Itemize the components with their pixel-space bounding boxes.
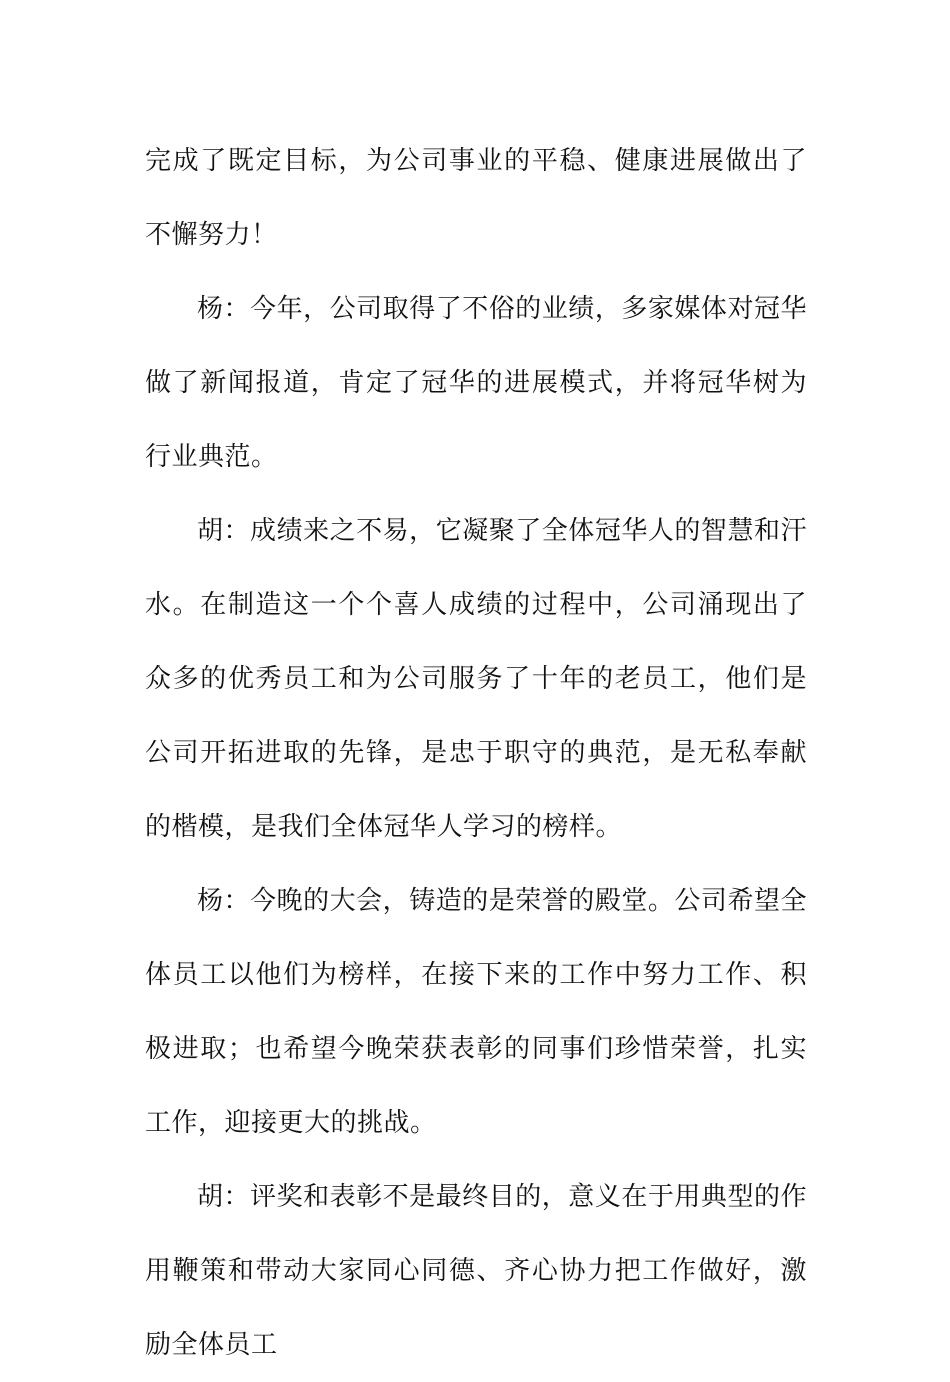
paragraph-yang-honor: 杨：今晚的大会，铸造的是荣誉的殿堂。公司希望全体员工以他们为榜样，在接下来的工作中努力工作、积极进取；也希望今晚荣获表彰的同事们珍惜荣誉，扎实工作，迎接更大的挑战。: [145, 886, 807, 1138]
paragraph-continuation: 完成了既定目标，为公司事业的平稳、健康进展做出了不懈努力！: [145, 146, 807, 250]
document-body: [145, 124, 807, 1382]
paragraph-hu-awards: 胡：评奖和表彰不是最终目的，意义在于用典型的作用鞭策和带动大家同心同德、齐心协力把工作做好，激励全体员工: [145, 1182, 807, 1360]
paragraph-yang-achievements: 杨：今年，公司取得了不俗的业绩，多家媒体对冠华做了新闻报道，肯定了冠华的进展模式，并将冠华树为行业典范。: [145, 294, 807, 472]
paragraph-hu-achievements: 胡：成绩来之不易，它凝聚了全体冠华人的智慧和汗水。在制造这一个个喜人成绩的过程中，公司涌现出了众多的优秀员工和为公司服务了十年的老员工，他们是公司开拓进取的先锋，是忠于职守的典范，是无私奉献的楷模，是我们全体冠华人学习的榜样。: [145, 516, 807, 842]
